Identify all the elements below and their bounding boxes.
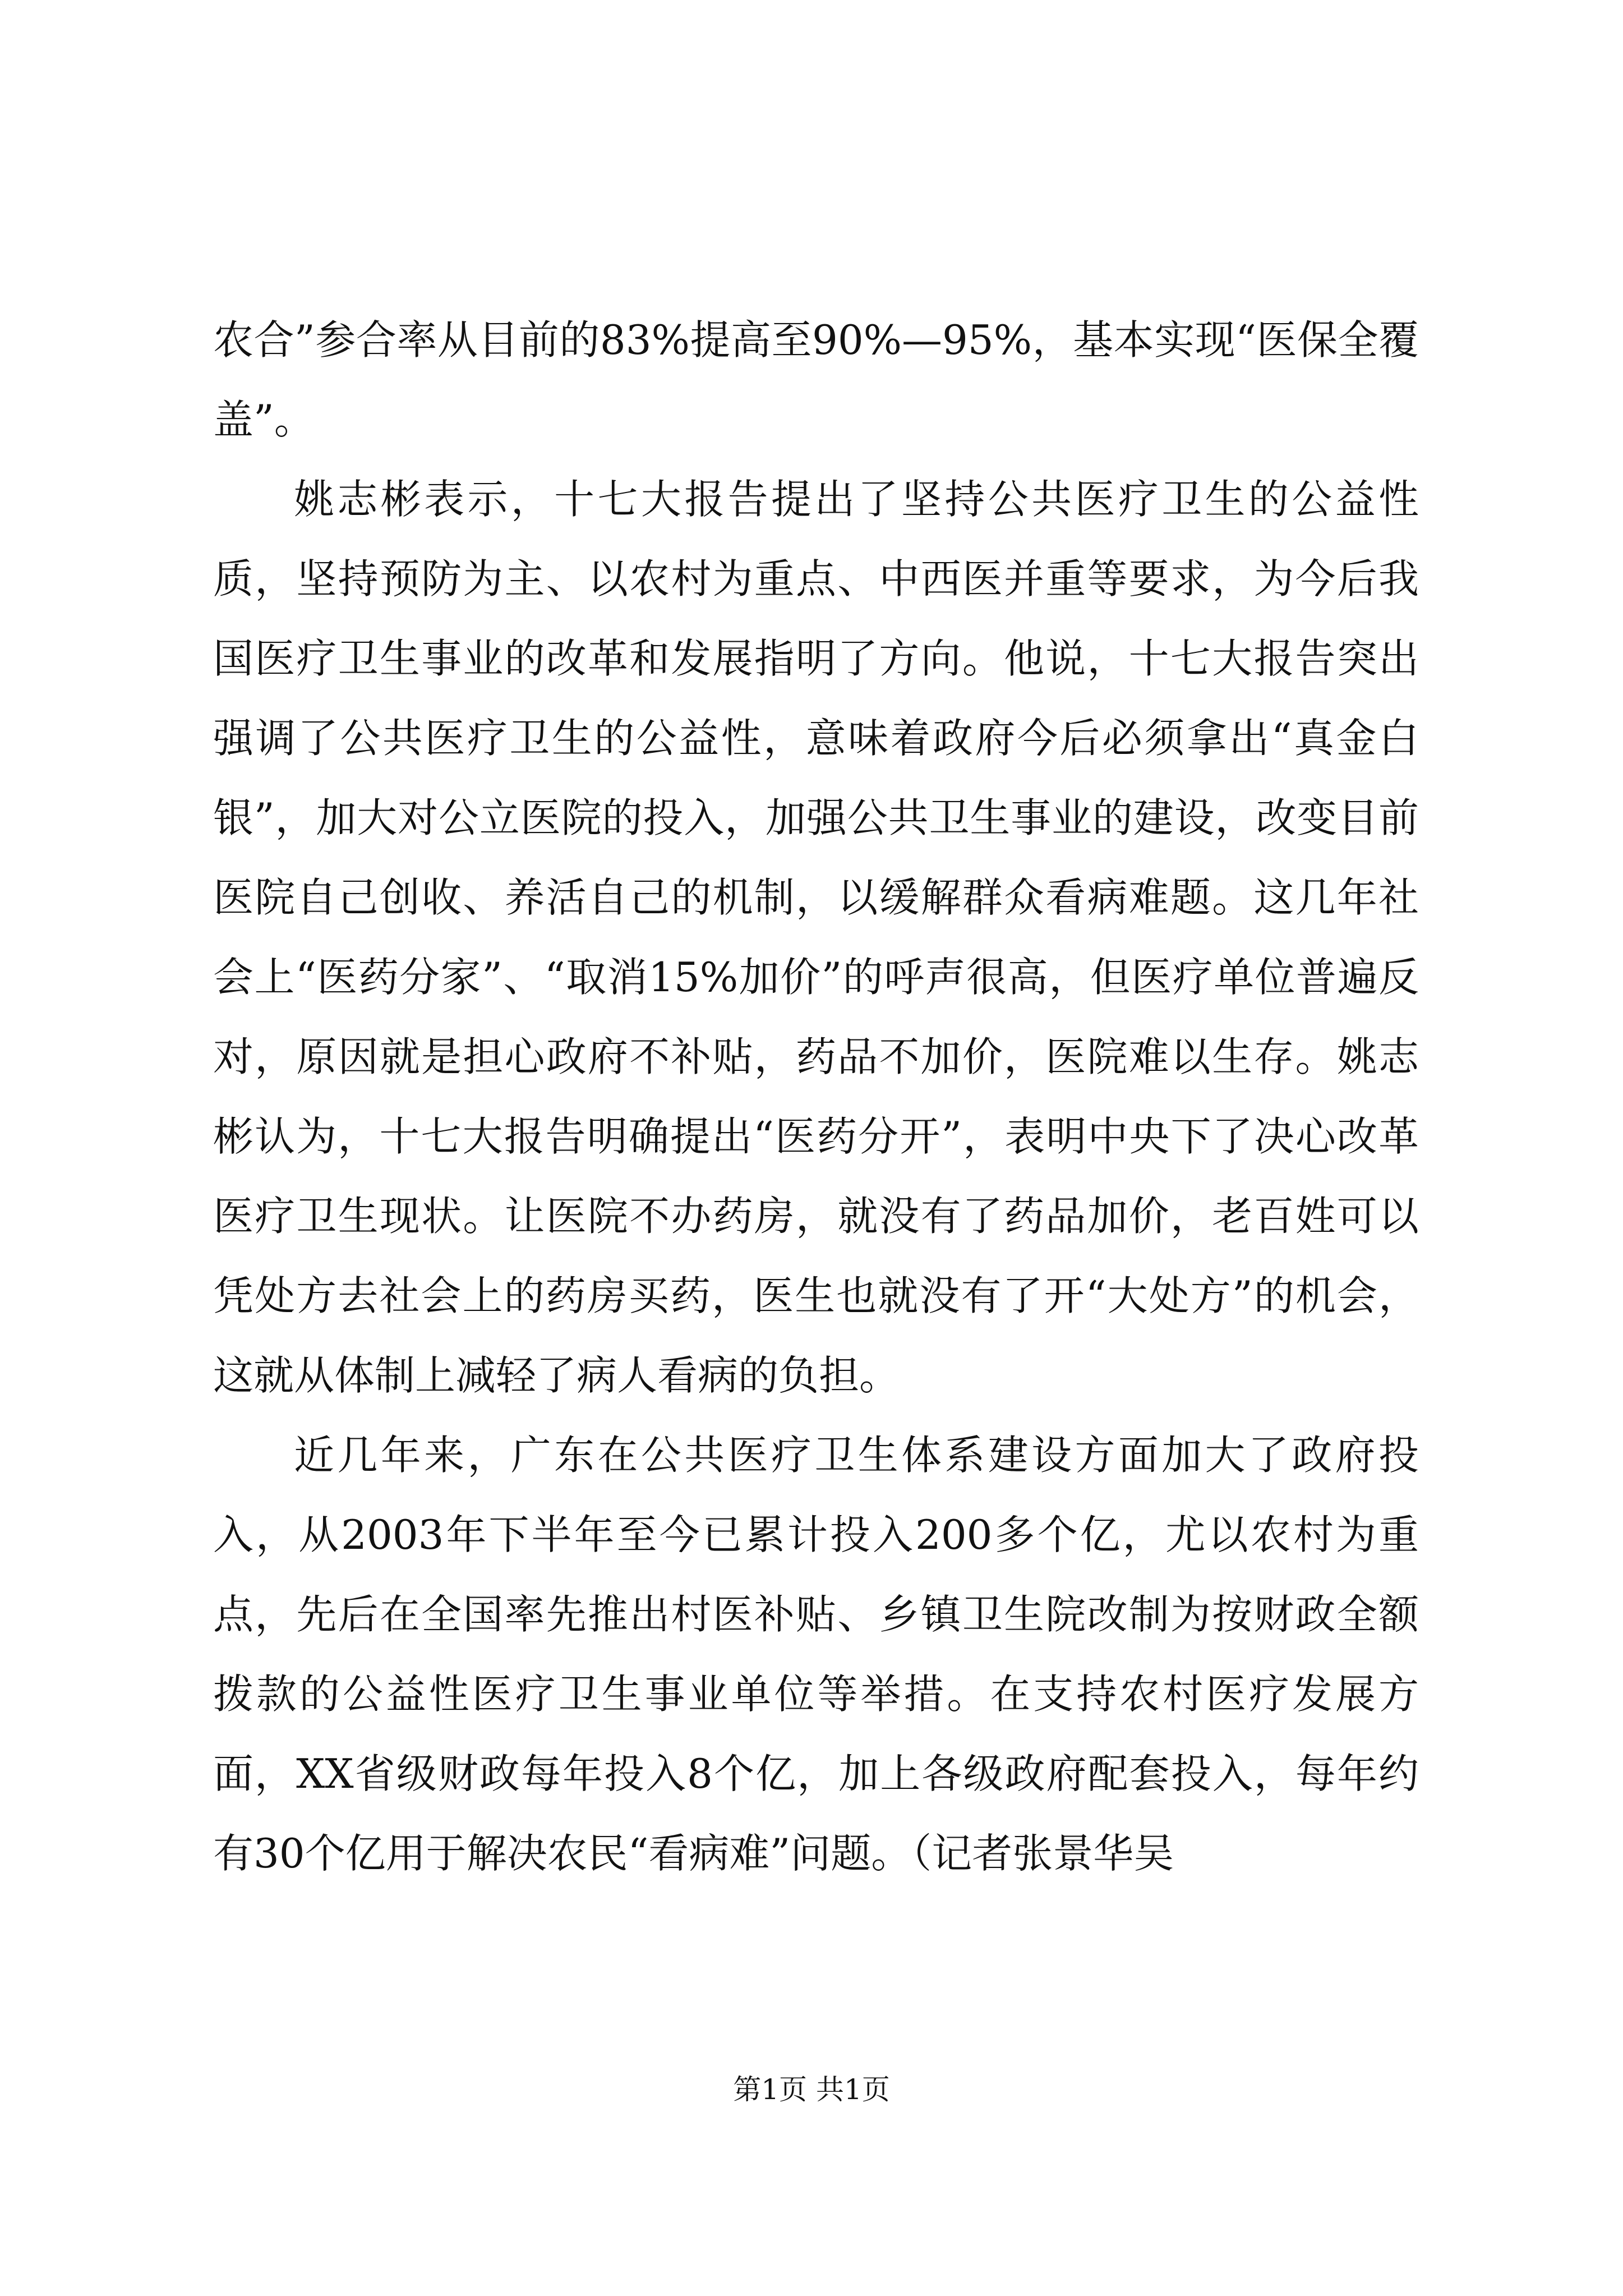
paragraph-2: 姚志彬表示，十七大报告提出了坚持公共医疗卫生的公益性质，坚持预防为主、以农村为重点、中西医并重等要求，为今后我国医疗卫生事业的改革和发展指明了方向。他说，十七大报告突出强调了公共医疗卫生的公益性，意味着政府今后必须拿出“真金白银”，加大对公立医院的投入，加强公共卫生事业的建设，改变目前医院自己创收、养活自己的机制，以缓解群众看病难题。这几年社会上“医药分家”、“取消15%加价”的呼声很高，但医疗单位普遍反对，原因就是担心政府不补贴，药品不加价，医院难以生存。姚志彬认为，十七大报告明确提出“医药分开”，表明中央下了决心改革医疗卫生现状。让医院不办药房，就没有了药品加价，老百姓可以凭处方去社会上的药房买药，医生也就没有了开“大处方”的机会，这就从体制上减轻了病人看病的负担。	[213, 476, 1419, 1399]
document-body	[213, 300, 1419, 1893]
paragraph-3: 近几年来，广东在公共医疗卫生体系建设方面加大了政府投入，从2003年下半年至今已累计投入200多个亿，尤以农村为重点，先后在全国率先推出村医补贴、乡镇卫生院改制为按财政全额拨款的公益性医疗卫生事业单位等举措。在支持农村医疗发展方面，XX省级财政每年投入8个亿，加上各级政府配套投入，每年约有30个亿用于解决农民“看病难”问题。（记者张景华吴	[213, 1432, 1419, 1877]
page-footer: 第1页 共1页	[733, 2073, 890, 2106]
paragraph-1: 农合”参合率从目前的83%提高至90%—95%，基本实现“医保全覆盖”。	[213, 316, 1419, 443]
